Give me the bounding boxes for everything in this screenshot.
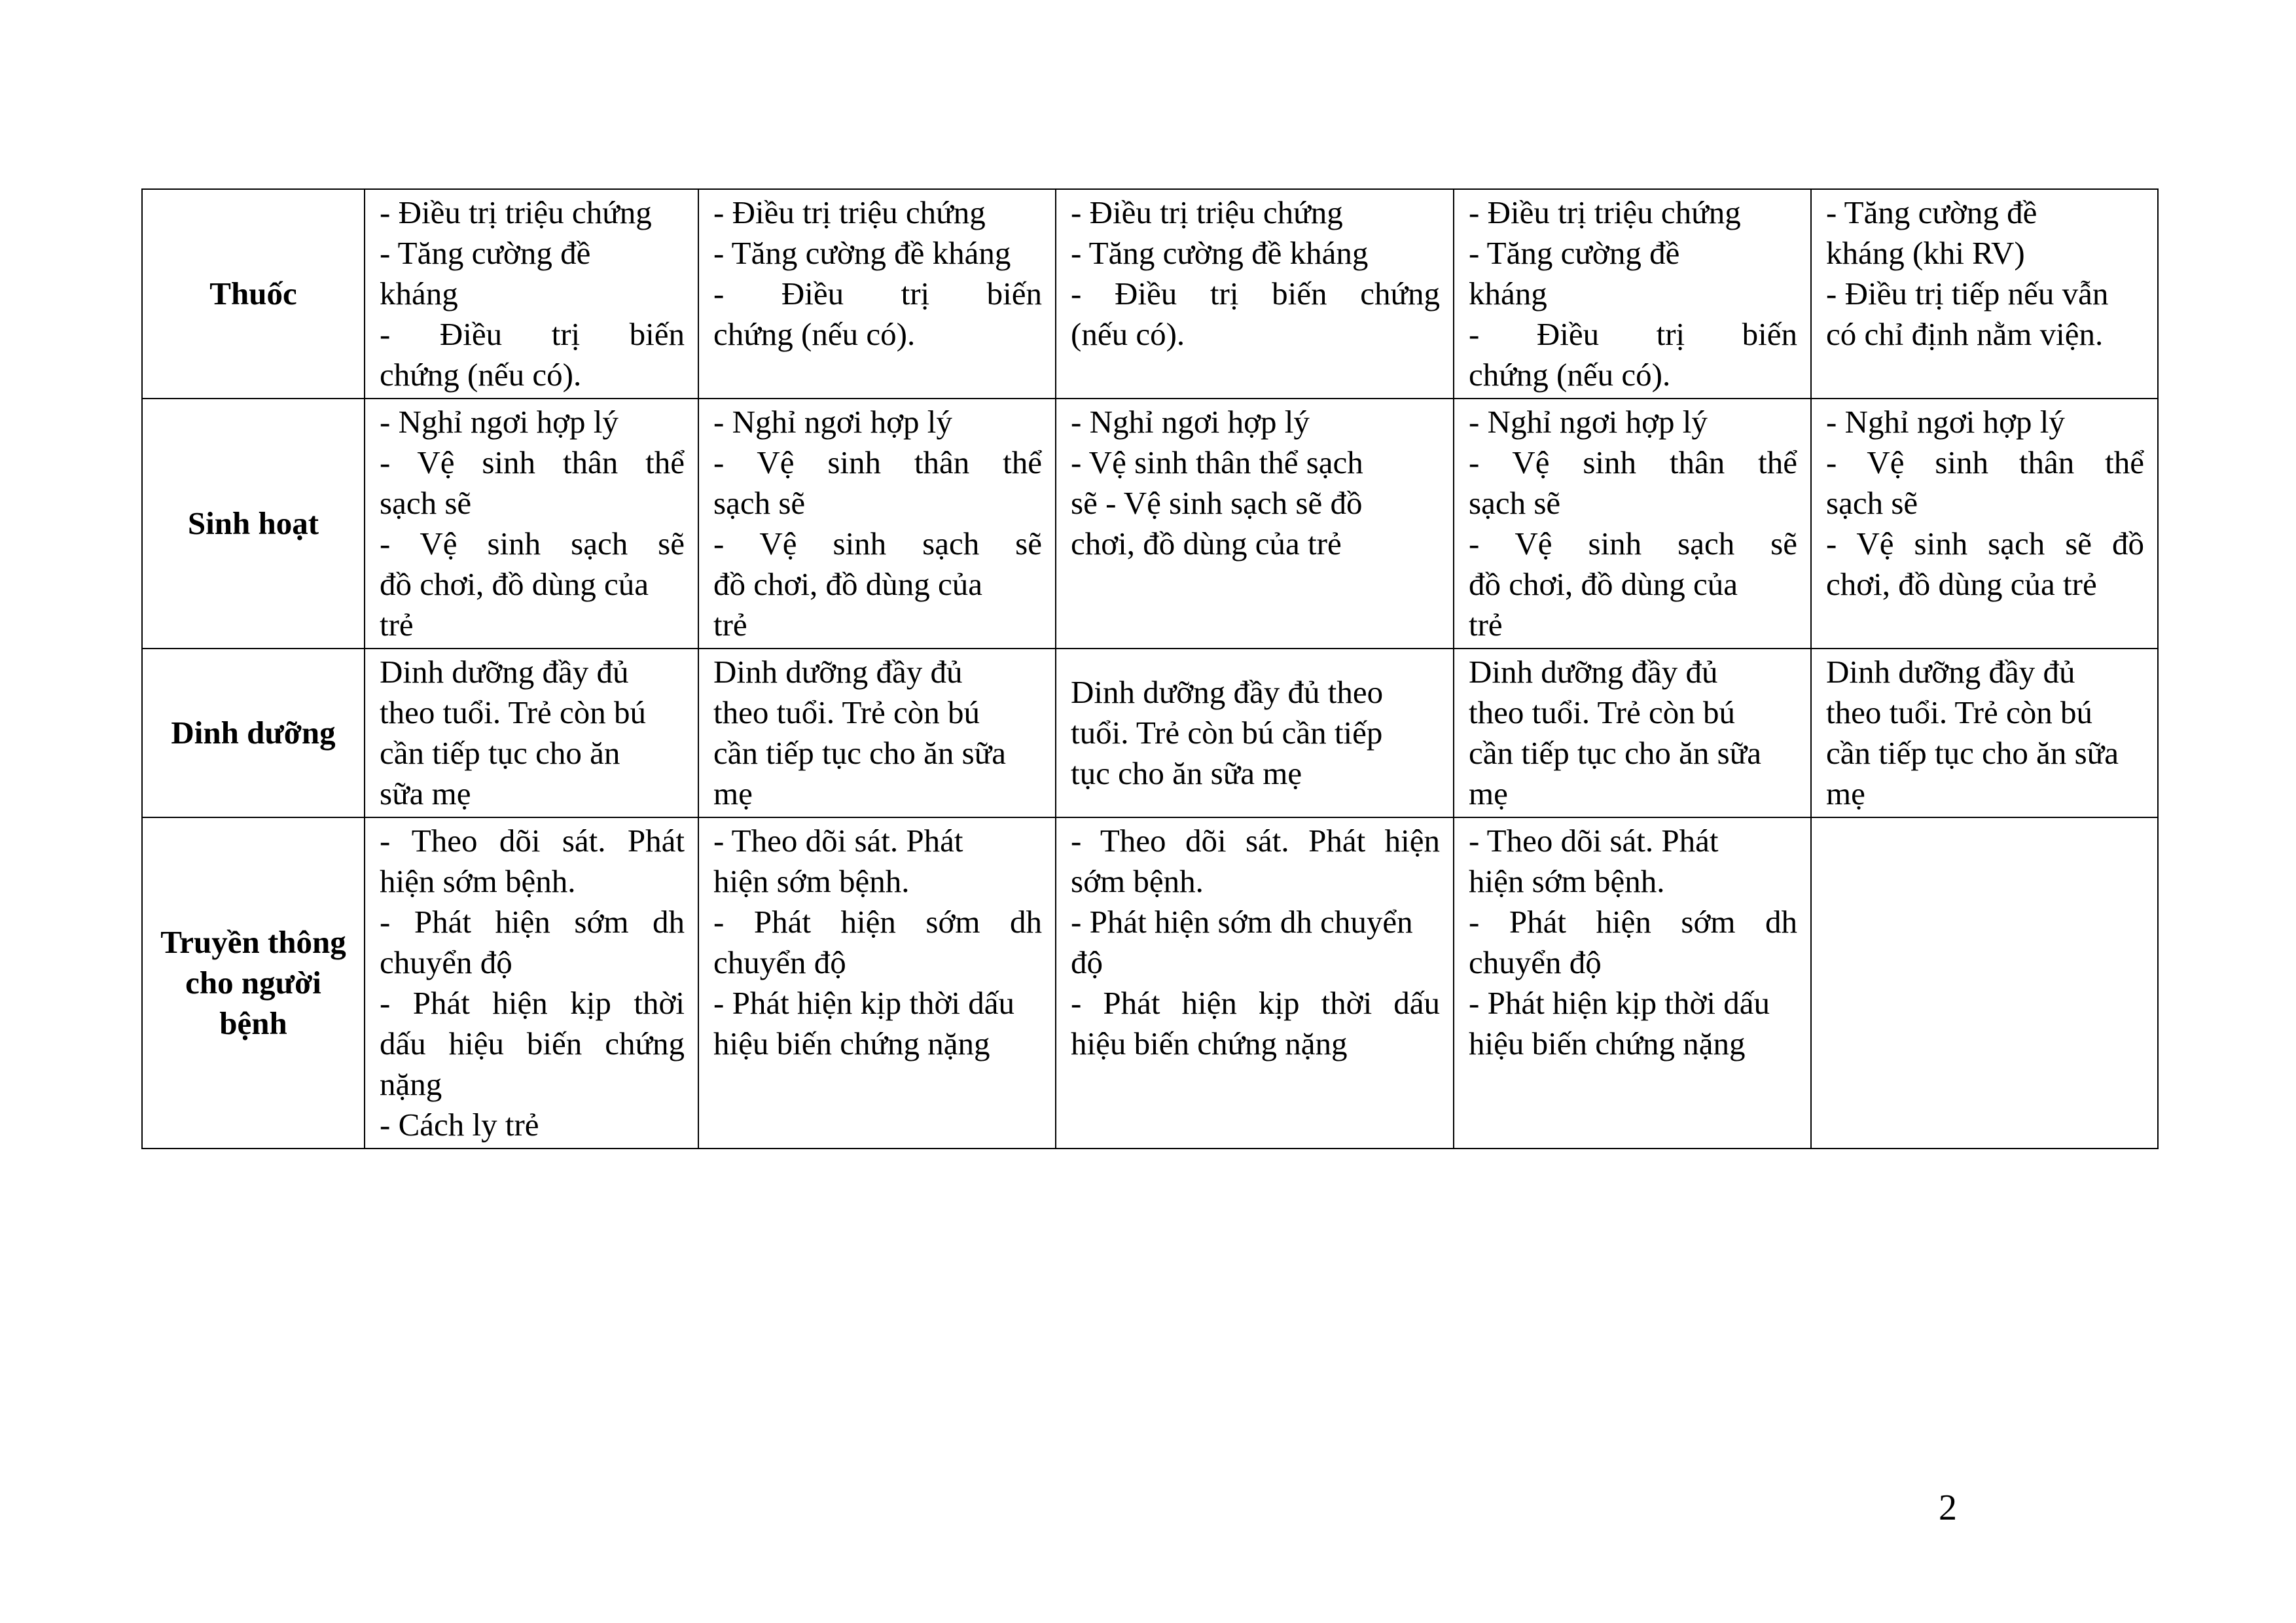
cell-text-line: Dinh dưỡng đầy đủ theo <box>1071 674 1384 710</box>
cell-text-line: - Cách ly trẻ <box>380 1107 539 1143</box>
cell-text-line: - Vệ sinh sạch sẽ đồ <box>1826 526 2144 562</box>
table-cell <box>698 817 1056 1149</box>
cell-text-line: - Vệ sinh thân thể <box>713 444 1042 480</box>
table-cell <box>1056 817 1454 1149</box>
cell-text-line: hiện sớm bệnh. <box>713 863 910 899</box>
cell-text-line: hiệu biến chứng nặng <box>1071 1026 1348 1061</box>
table-cell <box>1811 817 2158 1149</box>
table-row <box>142 649 2158 817</box>
cell-text-line: sữa mẹ <box>380 776 471 812</box>
cell-text-line: trẻ <box>1469 607 1503 643</box>
cell-text-line: - Điều trị tiếp nếu vẫn <box>1826 276 2109 312</box>
care-plan-table <box>141 188 2159 1149</box>
table-cell <box>1454 189 1811 399</box>
row-header-line: cho người <box>185 965 321 1001</box>
table-row <box>142 817 2158 1149</box>
row-header <box>142 817 365 1149</box>
cell-text-line: - Điều trị triệu chứng <box>713 194 986 230</box>
cell-text-line: - Tăng cường đề kháng <box>1071 235 1369 271</box>
cell-text-line: - Điều trị biến <box>1469 316 1797 352</box>
cell-text-line: cần tiếp tục cho ăn sữa <box>1469 735 1761 771</box>
table-cell <box>698 649 1056 817</box>
cell-text-line: - Điều trị biến <box>713 276 1042 312</box>
table-cell <box>1056 649 1454 817</box>
cell-text-line: sạch sẽ <box>1469 485 1561 521</box>
cell-text-line: dấu hiệu biến chứng <box>380 1026 685 1061</box>
cell-text-line: - Vệ sinh sạch sẽ <box>713 526 1042 562</box>
cell-text-line: Dinh dưỡng đầy đủ <box>713 654 963 690</box>
cell-text-line: theo tuổi. Trẻ còn bú <box>380 694 646 730</box>
cell-text-line: - Phát hiện sớm dh <box>1469 904 1797 940</box>
cell-text-line: - Vệ sinh thân thể <box>1469 444 1797 480</box>
cell-text-line: - Theo dõi sát. Phát <box>713 823 963 859</box>
cell-text-line: theo tuổi. Trẻ còn bú <box>1469 694 1735 730</box>
cell-text-line: cần tiếp tục cho ăn sữa <box>713 735 1006 771</box>
cell-text-line: - Điều trị biến chứng <box>1071 276 1440 312</box>
cell-text-line: - Vệ sinh thân thể <box>380 444 685 480</box>
cell-text-line: - Tăng cường đề <box>1826 194 2037 230</box>
cell-text-line: - Vệ sinh sạch sẽ <box>380 526 685 562</box>
cell-text-line: Dinh dưỡng đầy đủ <box>1469 654 1718 690</box>
cell-text-line: mẹ <box>1826 776 1865 812</box>
cell-text-line: chơi, đồ dùng của trẻ <box>1071 526 1342 562</box>
cell-text-line: - Điều trị triệu chứng <box>1469 194 1741 230</box>
cell-text-line: - Tăng cường đề <box>380 235 591 271</box>
table-cell <box>365 399 698 649</box>
cell-text-line: mẹ <box>713 776 753 812</box>
cell-text-line: - Phát hiện kịp thời <box>380 985 685 1021</box>
table-cell <box>1811 399 2158 649</box>
cell-text-line: - Theo dõi sát. Phát <box>1469 823 1719 859</box>
cell-text-line: Dinh dưỡng đầy đủ <box>1826 654 2075 690</box>
cell-text-line: - Điều trị triệu chứng <box>1071 194 1343 230</box>
cell-text-line: - Phát hiện sớm dh <box>380 904 685 940</box>
cell-text-line: - Vệ sinh sạch sẽ <box>1469 526 1797 562</box>
cell-text-line: - Nghỉ ngơi hợp lý <box>1071 404 1310 440</box>
cell-text-line: nặng <box>380 1066 442 1102</box>
table-cell <box>698 399 1056 649</box>
row-header-line: bệnh <box>219 1005 287 1041</box>
table-cell <box>1454 399 1811 649</box>
cell-text-line: sẽ - Vệ sinh sạch sẽ đồ <box>1071 485 1363 521</box>
cell-text-line: tuổi. Trẻ còn bú cần tiếp <box>1071 715 1383 751</box>
page-number: 2 <box>1939 1488 1957 1528</box>
cell-text-line: - Tăng cường đề <box>1469 235 1680 271</box>
cell-text-line: độ <box>1071 944 1103 980</box>
cell-text-line: sạch sẽ <box>713 485 806 521</box>
cell-text-line: đồ chơi, đồ dùng của <box>713 566 983 602</box>
cell-text-line: - Phát hiện sớm dh chuyển <box>1071 904 1413 940</box>
care-plan-table-body <box>142 189 2158 1149</box>
cell-text-line: sớm bệnh. <box>1071 863 1204 899</box>
cell-text-line: - Theo dõi sát. Phát hiện <box>1071 823 1440 859</box>
cell-text-line: chơi, đồ dùng của trẻ <box>1826 566 2097 602</box>
cell-text-line: - Nghỉ ngơi hợp lý <box>1826 404 2065 440</box>
table-cell <box>365 189 698 399</box>
cell-text-line: trẻ <box>380 607 414 643</box>
row-header: Dinh dưỡng <box>142 649 365 817</box>
table-cell <box>1056 399 1454 649</box>
cell-text-line: - Phát hiện kịp thời dấu <box>1469 985 1770 1021</box>
cell-text-line: theo tuổi. Trẻ còn bú <box>1826 694 2092 730</box>
cell-text-line: theo tuổi. Trẻ còn bú <box>713 694 980 730</box>
cell-text-line: hiệu biến chứng nặng <box>713 1026 990 1061</box>
row-header-line: Truyền thông <box>160 924 346 960</box>
cell-text-line: - Phát hiện sớm dh <box>713 904 1042 940</box>
cell-text-line: chứng (nếu có). <box>380 357 582 393</box>
table-cell <box>1056 189 1454 399</box>
cell-text-line: - Theo dõi sát. Phát <box>380 823 685 859</box>
cell-text-line: trẻ <box>713 607 747 643</box>
cell-text-line: cần tiếp tục cho ăn <box>380 735 620 771</box>
table-cell <box>365 649 698 817</box>
cell-text-line: (nếu có). <box>1071 316 1185 352</box>
table-row <box>142 189 2158 399</box>
cell-text-line: - Tăng cường đề kháng <box>713 235 1011 271</box>
table-cell <box>1454 649 1811 817</box>
cell-text-line: mẹ <box>1469 776 1508 812</box>
cell-text-line: - Nghỉ ngơi hợp lý <box>713 404 952 440</box>
cell-text-line: - Phát hiện kịp thời dấu <box>713 985 1015 1021</box>
cell-text-line: chuyển độ <box>713 944 846 980</box>
cell-text-line: - Phát hiện kịp thời dấu <box>1071 985 1440 1021</box>
cell-text-line: chuyển độ <box>1469 944 1602 980</box>
cell-text-line: hiện sớm bệnh. <box>1469 863 1665 899</box>
cell-text-line: kháng <box>380 276 458 312</box>
table-cell <box>698 189 1056 399</box>
cell-text-line: - Điều trị triệu chứng <box>380 194 652 230</box>
cell-text-line: - Nghỉ ngơi hợp lý <box>1469 404 1708 440</box>
cell-text-line: hiệu biến chứng nặng <box>1469 1026 1746 1061</box>
cell-text-line: - Nghỉ ngơi hợp lý <box>380 404 619 440</box>
cell-text-line: chứng (nếu có). <box>713 316 916 352</box>
row-header: Sinh hoạt <box>142 399 365 649</box>
cell-text-line: - Điều trị biến <box>380 316 685 352</box>
cell-text-line: Dinh dưỡng đầy đủ <box>380 654 629 690</box>
cell-text-line: đồ chơi, đồ dùng của <box>380 566 649 602</box>
cell-text-line: sạch sẽ <box>1826 485 1918 521</box>
table-cell <box>365 817 698 1149</box>
cell-text-line: đồ chơi, đồ dùng của <box>1469 566 1738 602</box>
cell-text-line: kháng (khi RV) <box>1826 235 2025 271</box>
cell-text-line: chuyển độ <box>380 944 512 980</box>
cell-text-line: - Vệ sinh thân thể <box>1826 444 2144 480</box>
cell-text-line: chứng (nếu có). <box>1469 357 1671 393</box>
cell-text-line: kháng <box>1469 276 1547 312</box>
row-header: Thuốc <box>142 189 365 399</box>
cell-text-line: hiện sớm bệnh. <box>380 863 576 899</box>
cell-text-line: sạch sẽ <box>380 485 472 521</box>
cell-text-line: có chỉ định nằm viện. <box>1826 316 2104 352</box>
cell-text-line: tục cho ăn sữa mẹ <box>1071 755 1302 791</box>
table-cell <box>1454 817 1811 1149</box>
cell-text-line: cần tiếp tục cho ăn sữa <box>1826 735 2119 771</box>
table-cell <box>1811 189 2158 399</box>
table-cell <box>1811 649 2158 817</box>
cell-text-line: - Vệ sinh thân thể sạch <box>1071 444 1363 480</box>
table-row <box>142 399 2158 649</box>
